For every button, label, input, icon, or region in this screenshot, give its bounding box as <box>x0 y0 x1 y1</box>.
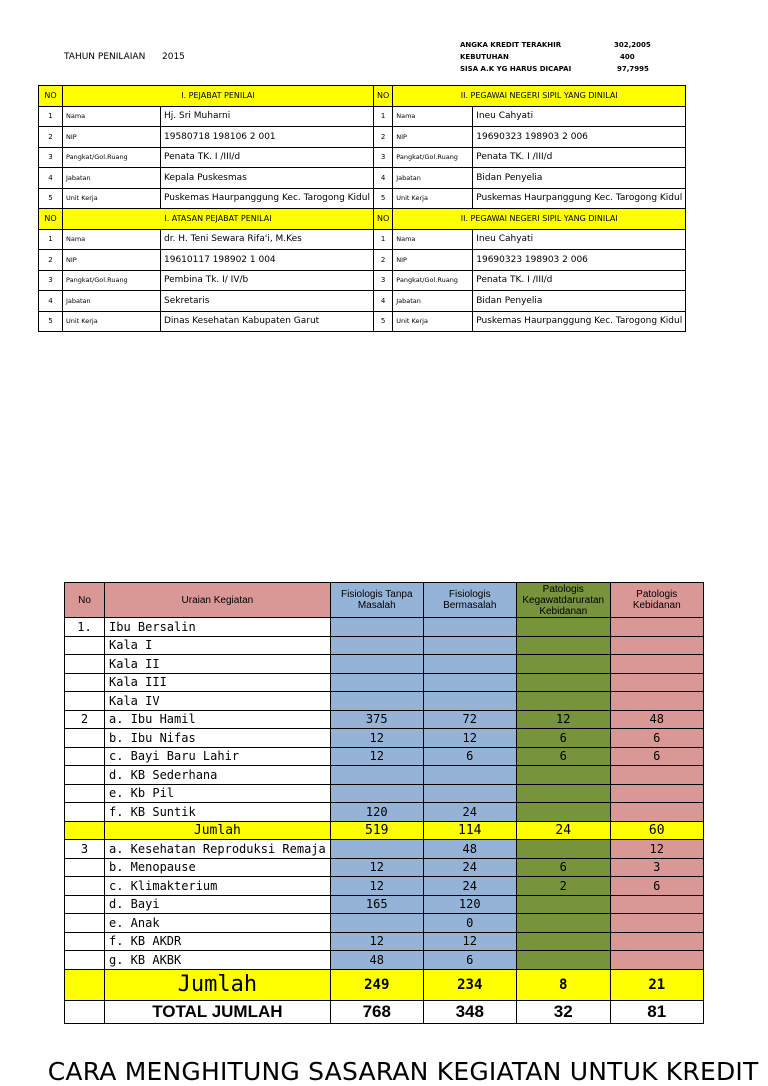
field-value: Penata TK. I /III/d <box>473 147 686 168</box>
table-row <box>65 840 704 859</box>
row-number: 3 <box>39 270 63 291</box>
pejabat-table <box>38 85 686 332</box>
field-label: Unit Kerja <box>63 311 161 332</box>
field-label: Nama <box>393 106 473 127</box>
row-number: 3 <box>373 147 392 168</box>
page-title: CARA MENGHITUNG SASARAN KEGIATAN UNTUK KREDIT <box>47 1057 759 1086</box>
col-no-header: NO <box>373 209 392 230</box>
uraian-kegiatan: d. Bayi <box>105 895 331 914</box>
field-label: Pangkat/Gol.Ruang <box>63 270 161 291</box>
sisa-label: SISA A.K YG HARUS DICAPAI <box>460 65 572 73</box>
row-number: 4 <box>39 291 63 312</box>
field-label: NIP <box>63 127 161 148</box>
row-number: 1 <box>39 106 63 127</box>
field-label: Unit Kerja <box>393 311 473 332</box>
field-label: Jabatan <box>63 291 161 312</box>
row-number: 2 <box>39 127 63 148</box>
fisiologis-bermasalah-value: 24 <box>423 877 516 896</box>
fisiologis-tanpa-masalah-value <box>330 840 423 859</box>
patologis-kegawatdaruratan-value <box>516 673 610 692</box>
field-value: 19690323 198903 2 006 <box>473 127 686 148</box>
table-row <box>65 766 704 785</box>
field-value: Ineu Cahyati <box>473 229 686 250</box>
row-number <box>65 692 105 711</box>
uraian-kegiatan: c. Klimakterium <box>105 877 331 896</box>
sisa-value: 97,7995 <box>617 65 649 73</box>
field-value: Ineu Cahyati <box>473 106 686 127</box>
row-number <box>65 877 105 896</box>
uraian-kegiatan: b. Menopause <box>105 858 331 877</box>
table-row <box>39 188 686 209</box>
row-number <box>65 803 105 822</box>
row-number: 5 <box>373 311 392 332</box>
uraian-kegiatan: c. Bayi Baru Lahir <box>105 747 331 766</box>
row-number: 1 <box>39 229 63 250</box>
row-number: 1 <box>373 106 392 127</box>
fisiologis-tanpa-masalah-value: 12 <box>330 932 423 951</box>
fisiologis-tanpa-masalah-value <box>330 618 423 637</box>
patologis-kegawatdaruratan-value <box>516 636 610 655</box>
row-number: 2 <box>39 250 63 271</box>
fisiologis-tanpa-masalah-value <box>330 766 423 785</box>
fisiologis-bermasalah-value: 0 <box>423 914 516 933</box>
total-label: TOTAL JUMLAH <box>105 1000 331 1023</box>
row-number <box>65 932 105 951</box>
field-value: Bidan Penyelia <box>473 291 686 312</box>
row-number: 2 <box>373 250 392 271</box>
patologis-kebidanan-value <box>610 895 703 914</box>
field-value: 19580718 198106 2 001 <box>161 127 374 148</box>
fisiologis-tanpa-masalah-value: 165 <box>330 895 423 914</box>
field-value: 19610117 198902 1 004 <box>161 250 374 271</box>
patologis-kegawatdaruratan-value <box>516 692 610 711</box>
table-row <box>39 168 686 189</box>
row-number <box>65 747 105 766</box>
angka-kredit-value: 302,2005 <box>614 41 651 49</box>
fisiologis-tanpa-masalah-value: 375 <box>330 710 423 729</box>
field-label: Pangkat/Gol.Ruang <box>63 147 161 168</box>
uraian-kegiatan: d. KB Sederhana <box>105 766 331 785</box>
fisiologis-bermasalah-value: 12 <box>423 932 516 951</box>
fisiologis-bermasalah-value <box>423 766 516 785</box>
header-fisiologis-bermasalah: Fisiologis Bermasalah <box>423 583 516 618</box>
total-spacer <box>65 1000 105 1023</box>
field-value: Puskemas Haurpanggung Kec. Tarogong Kidul <box>473 311 686 332</box>
table-row <box>39 250 686 271</box>
table-row <box>65 692 704 711</box>
patologis-kegawatdaruratan-value: 6 <box>516 729 610 748</box>
fisiologis-bermasalah-value <box>423 618 516 637</box>
fisiologis-tanpa-masalah-value: 48 <box>330 951 423 970</box>
jumlah-spacer <box>65 969 105 1000</box>
fisiologis-bermasalah-value: 120 <box>423 895 516 914</box>
total-value: 81 <box>610 1000 703 1023</box>
kebutuhan-label: KEBUTUHAN <box>460 53 509 61</box>
table-row <box>65 803 704 822</box>
fisiologis-tanpa-masalah-value <box>330 784 423 803</box>
jumlah-label: Jumlah <box>105 969 331 1000</box>
table-row <box>65 747 704 766</box>
patologis-kebidanan-value <box>610 766 703 785</box>
table-row <box>65 932 704 951</box>
patologis-kebidanan-value <box>610 673 703 692</box>
table-row <box>65 729 704 748</box>
field-label: Jabatan <box>63 168 161 189</box>
row-number: 4 <box>39 168 63 189</box>
patologis-kebidanan-value <box>610 655 703 674</box>
section-header-row <box>39 86 686 107</box>
section-header-row <box>39 209 686 230</box>
fisiologis-bermasalah-value: 72 <box>423 710 516 729</box>
fisiologis-bermasalah-value <box>423 784 516 803</box>
table-row <box>65 858 704 877</box>
jumlah-value: 519 <box>330 821 423 840</box>
fisiologis-bermasalah-value: 12 <box>423 729 516 748</box>
field-label: NIP <box>393 127 473 148</box>
field-value: Bidan Penyelia <box>473 168 686 189</box>
header-fisiologis-tanpa-masalah: Fisiologis Tanpa Masalah <box>330 583 423 618</box>
fisiologis-tanpa-masalah-value: 12 <box>330 747 423 766</box>
row-number: 1 <box>373 229 392 250</box>
field-label: Nama <box>63 106 161 127</box>
patologis-kegawatdaruratan-value: 6 <box>516 747 610 766</box>
field-value: Pembina Tk. I/ IV/b <box>161 270 374 291</box>
jumlah-row <box>65 821 704 840</box>
uraian-kegiatan: Kala III <box>105 673 331 692</box>
fisiologis-bermasalah-value <box>423 692 516 711</box>
fisiologis-tanpa-masalah-value <box>330 636 423 655</box>
section-right-title: II. PEGAWAI NEGERI SIPIL YANG DINILAI <box>393 86 686 107</box>
row-number: 5 <box>39 311 63 332</box>
field-value: Hj. Sri Muharni <box>161 106 374 127</box>
patologis-kegawatdaruratan-value: 12 <box>516 710 610 729</box>
jumlah-value: 8 <box>516 969 610 1000</box>
jumlah-label: Jumlah <box>105 821 331 840</box>
field-value: dr. H. Teni Sewara Rifa'i, M.Kes <box>161 229 374 250</box>
row-number: 3 <box>373 270 392 291</box>
row-number <box>65 636 105 655</box>
uraian-kegiatan: Kala I <box>105 636 331 655</box>
patologis-kebidanan-value <box>610 784 703 803</box>
fisiologis-bermasalah-value: 6 <box>423 951 516 970</box>
total-value: 32 <box>516 1000 610 1023</box>
uraian-kegiatan: Kala IV <box>105 692 331 711</box>
uraian-kegiatan: a. Kesehatan Reproduksi Remaja <box>105 840 331 859</box>
uraian-kegiatan: e. Kb Pil <box>105 784 331 803</box>
row-number <box>65 729 105 748</box>
row-number <box>65 673 105 692</box>
tahun-penilaian-value: 2015 <box>162 52 185 62</box>
row-number <box>65 766 105 785</box>
patologis-kegawatdaruratan-value: 6 <box>516 858 610 877</box>
patologis-kegawatdaruratan-value <box>516 840 610 859</box>
row-number: 3 <box>39 147 63 168</box>
total-value: 768 <box>330 1000 423 1023</box>
uraian-kegiatan: f. KB AKDR <box>105 932 331 951</box>
table-row <box>65 784 704 803</box>
jumlah-value: 60 <box>610 821 703 840</box>
row-number: 2 <box>65 710 105 729</box>
row-number <box>65 655 105 674</box>
fisiologis-bermasalah-value <box>423 655 516 674</box>
table-row <box>39 270 686 291</box>
col-no-header: NO <box>39 209 63 230</box>
uraian-kegiatan: Ibu Bersalin <box>105 618 331 637</box>
row-number: 5 <box>373 188 392 209</box>
uraian-kegiatan: g. KB AKBK <box>105 951 331 970</box>
field-value: Puskemas Haurpanggung Kec. Tarogong Kidul <box>473 188 686 209</box>
row-number: 2 <box>373 127 392 148</box>
fisiologis-tanpa-masalah-value: 12 <box>330 877 423 896</box>
tahun-penilaian-label: TAHUN PENILAIAN <box>64 52 146 62</box>
row-number: 4 <box>373 291 392 312</box>
field-value: Penata TK. I /III/d <box>161 147 374 168</box>
patologis-kegawatdaruratan-value <box>516 951 610 970</box>
table-row <box>65 710 704 729</box>
col-no-header: NO <box>373 86 392 107</box>
jumlah-value: 249 <box>330 969 423 1000</box>
field-value: Kepala Puskesmas <box>161 168 374 189</box>
fisiologis-bermasalah-value: 48 <box>423 840 516 859</box>
fisiologis-tanpa-masalah-value: 12 <box>330 858 423 877</box>
table-row <box>65 877 704 896</box>
field-value: 19690323 198903 2 006 <box>473 250 686 271</box>
field-label: Jabatan <box>393 291 473 312</box>
fisiologis-bermasalah-value: 24 <box>423 803 516 822</box>
field-value: Penata TK. I /III/d <box>473 270 686 291</box>
header-no: No <box>65 583 105 618</box>
table-header-row <box>65 583 704 618</box>
row-number <box>65 951 105 970</box>
patologis-kebidanan-value <box>610 636 703 655</box>
fisiologis-bermasalah-value <box>423 673 516 692</box>
patologis-kebidanan-value <box>610 618 703 637</box>
patologis-kebidanan-value <box>610 692 703 711</box>
row-number: 1. <box>65 618 105 637</box>
table-row <box>39 291 686 312</box>
row-number <box>65 914 105 933</box>
patologis-kegawatdaruratan-value <box>516 914 610 933</box>
patologis-kegawatdaruratan-value <box>516 655 610 674</box>
table-row <box>39 106 686 127</box>
header-patologis-kebidanan: Patologis Kebidanan <box>610 583 703 618</box>
header-uraian: Uraian Kegiatan <box>105 583 331 618</box>
row-number: 3 <box>65 840 105 859</box>
jumlah-value: 21 <box>610 969 703 1000</box>
field-value: Dinas Kesehatan Kabupaten Garut <box>161 311 374 332</box>
jumlah-spacer <box>65 821 105 840</box>
row-number <box>65 784 105 803</box>
field-label: Unit Kerja <box>393 188 473 209</box>
section-right-title: II. PEGAWAI NEGERI SIPIL YANG DINILAI <box>393 209 686 230</box>
patologis-kebidanan-value: 6 <box>610 877 703 896</box>
table-row <box>65 951 704 970</box>
total-row <box>65 1000 704 1023</box>
uraian-kegiatan: e. Anak <box>105 914 331 933</box>
fisiologis-bermasalah-value: 24 <box>423 858 516 877</box>
section-left-title: I. PEJABAT PENILAI <box>63 86 374 107</box>
field-value: Puskemas Haurpanggung Kec. Tarogong Kidul <box>161 188 374 209</box>
section-left-title: I. ATASAN PEJABAT PENILAI <box>63 209 374 230</box>
fisiologis-tanpa-masalah-value <box>330 692 423 711</box>
patologis-kegawatdaruratan-value <box>516 766 610 785</box>
table-row <box>65 895 704 914</box>
fisiologis-bermasalah-value <box>423 636 516 655</box>
fisiologis-bermasalah-value: 6 <box>423 747 516 766</box>
header-patologis-kegawatdaruratan: Patologis Kegawatdaruratan Kebidanan <box>516 583 610 618</box>
field-label: Jabatan <box>393 168 473 189</box>
table-row <box>39 147 686 168</box>
field-value: Sekretaris <box>161 291 374 312</box>
patologis-kebidanan-value: 6 <box>610 747 703 766</box>
table-row <box>65 673 704 692</box>
kebutuhan-value: 400 <box>620 53 635 61</box>
field-label: Pangkat/Gol.Ruang <box>393 270 473 291</box>
uraian-kegiatan: a. Ibu Hamil <box>105 710 331 729</box>
patologis-kegawatdaruratan-value <box>516 784 610 803</box>
patologis-kebidanan-value <box>610 803 703 822</box>
uraian-kegiatan: Kala II <box>105 655 331 674</box>
field-label: Nama <box>63 229 161 250</box>
angka-kredit-label: ANGKA KREDIT TERAKHIR <box>460 41 562 49</box>
fisiologis-tanpa-masalah-value <box>330 655 423 674</box>
row-number: 4 <box>373 168 392 189</box>
patologis-kebidanan-value: 48 <box>610 710 703 729</box>
patologis-kegawatdaruratan-value: 2 <box>516 877 610 896</box>
uraian-kegiatan: b. Ibu Nifas <box>105 729 331 748</box>
fisiologis-tanpa-masalah-value: 120 <box>330 803 423 822</box>
field-label: NIP <box>63 250 161 271</box>
row-number: 5 <box>39 188 63 209</box>
jumlah-value: 114 <box>423 821 516 840</box>
sasaran-table <box>64 582 704 1024</box>
table-row <box>65 914 704 933</box>
uraian-kegiatan: f. KB Suntik <box>105 803 331 822</box>
patologis-kegawatdaruratan-value <box>516 932 610 951</box>
patologis-kebidanan-value: 6 <box>610 729 703 748</box>
table-row <box>39 229 686 250</box>
table-row <box>65 618 704 637</box>
row-number <box>65 858 105 877</box>
jumlah-row <box>65 969 704 1000</box>
table-row <box>65 636 704 655</box>
row-number <box>65 895 105 914</box>
patologis-kebidanan-value <box>610 932 703 951</box>
patologis-kegawatdaruratan-value <box>516 895 610 914</box>
jumlah-value: 24 <box>516 821 610 840</box>
field-label: Nama <box>393 229 473 250</box>
field-label: Pangkat/Gol.Ruang <box>393 147 473 168</box>
field-label: Unit Kerja <box>63 188 161 209</box>
fisiologis-tanpa-masalah-value <box>330 914 423 933</box>
patologis-kegawatdaruratan-value <box>516 618 610 637</box>
patologis-kebidanan-value: 3 <box>610 858 703 877</box>
fisiologis-tanpa-masalah-value: 12 <box>330 729 423 748</box>
patologis-kebidanan-value: 12 <box>610 840 703 859</box>
total-value: 348 <box>423 1000 516 1023</box>
patologis-kebidanan-value <box>610 951 703 970</box>
jumlah-value: 234 <box>423 969 516 1000</box>
table-row <box>65 655 704 674</box>
table-row <box>39 311 686 332</box>
field-label: NIP <box>393 250 473 271</box>
patologis-kegawatdaruratan-value <box>516 803 610 822</box>
col-no-header: NO <box>39 86 63 107</box>
fisiologis-tanpa-masalah-value <box>330 673 423 692</box>
table-row <box>39 127 686 148</box>
patologis-kebidanan-value <box>610 914 703 933</box>
